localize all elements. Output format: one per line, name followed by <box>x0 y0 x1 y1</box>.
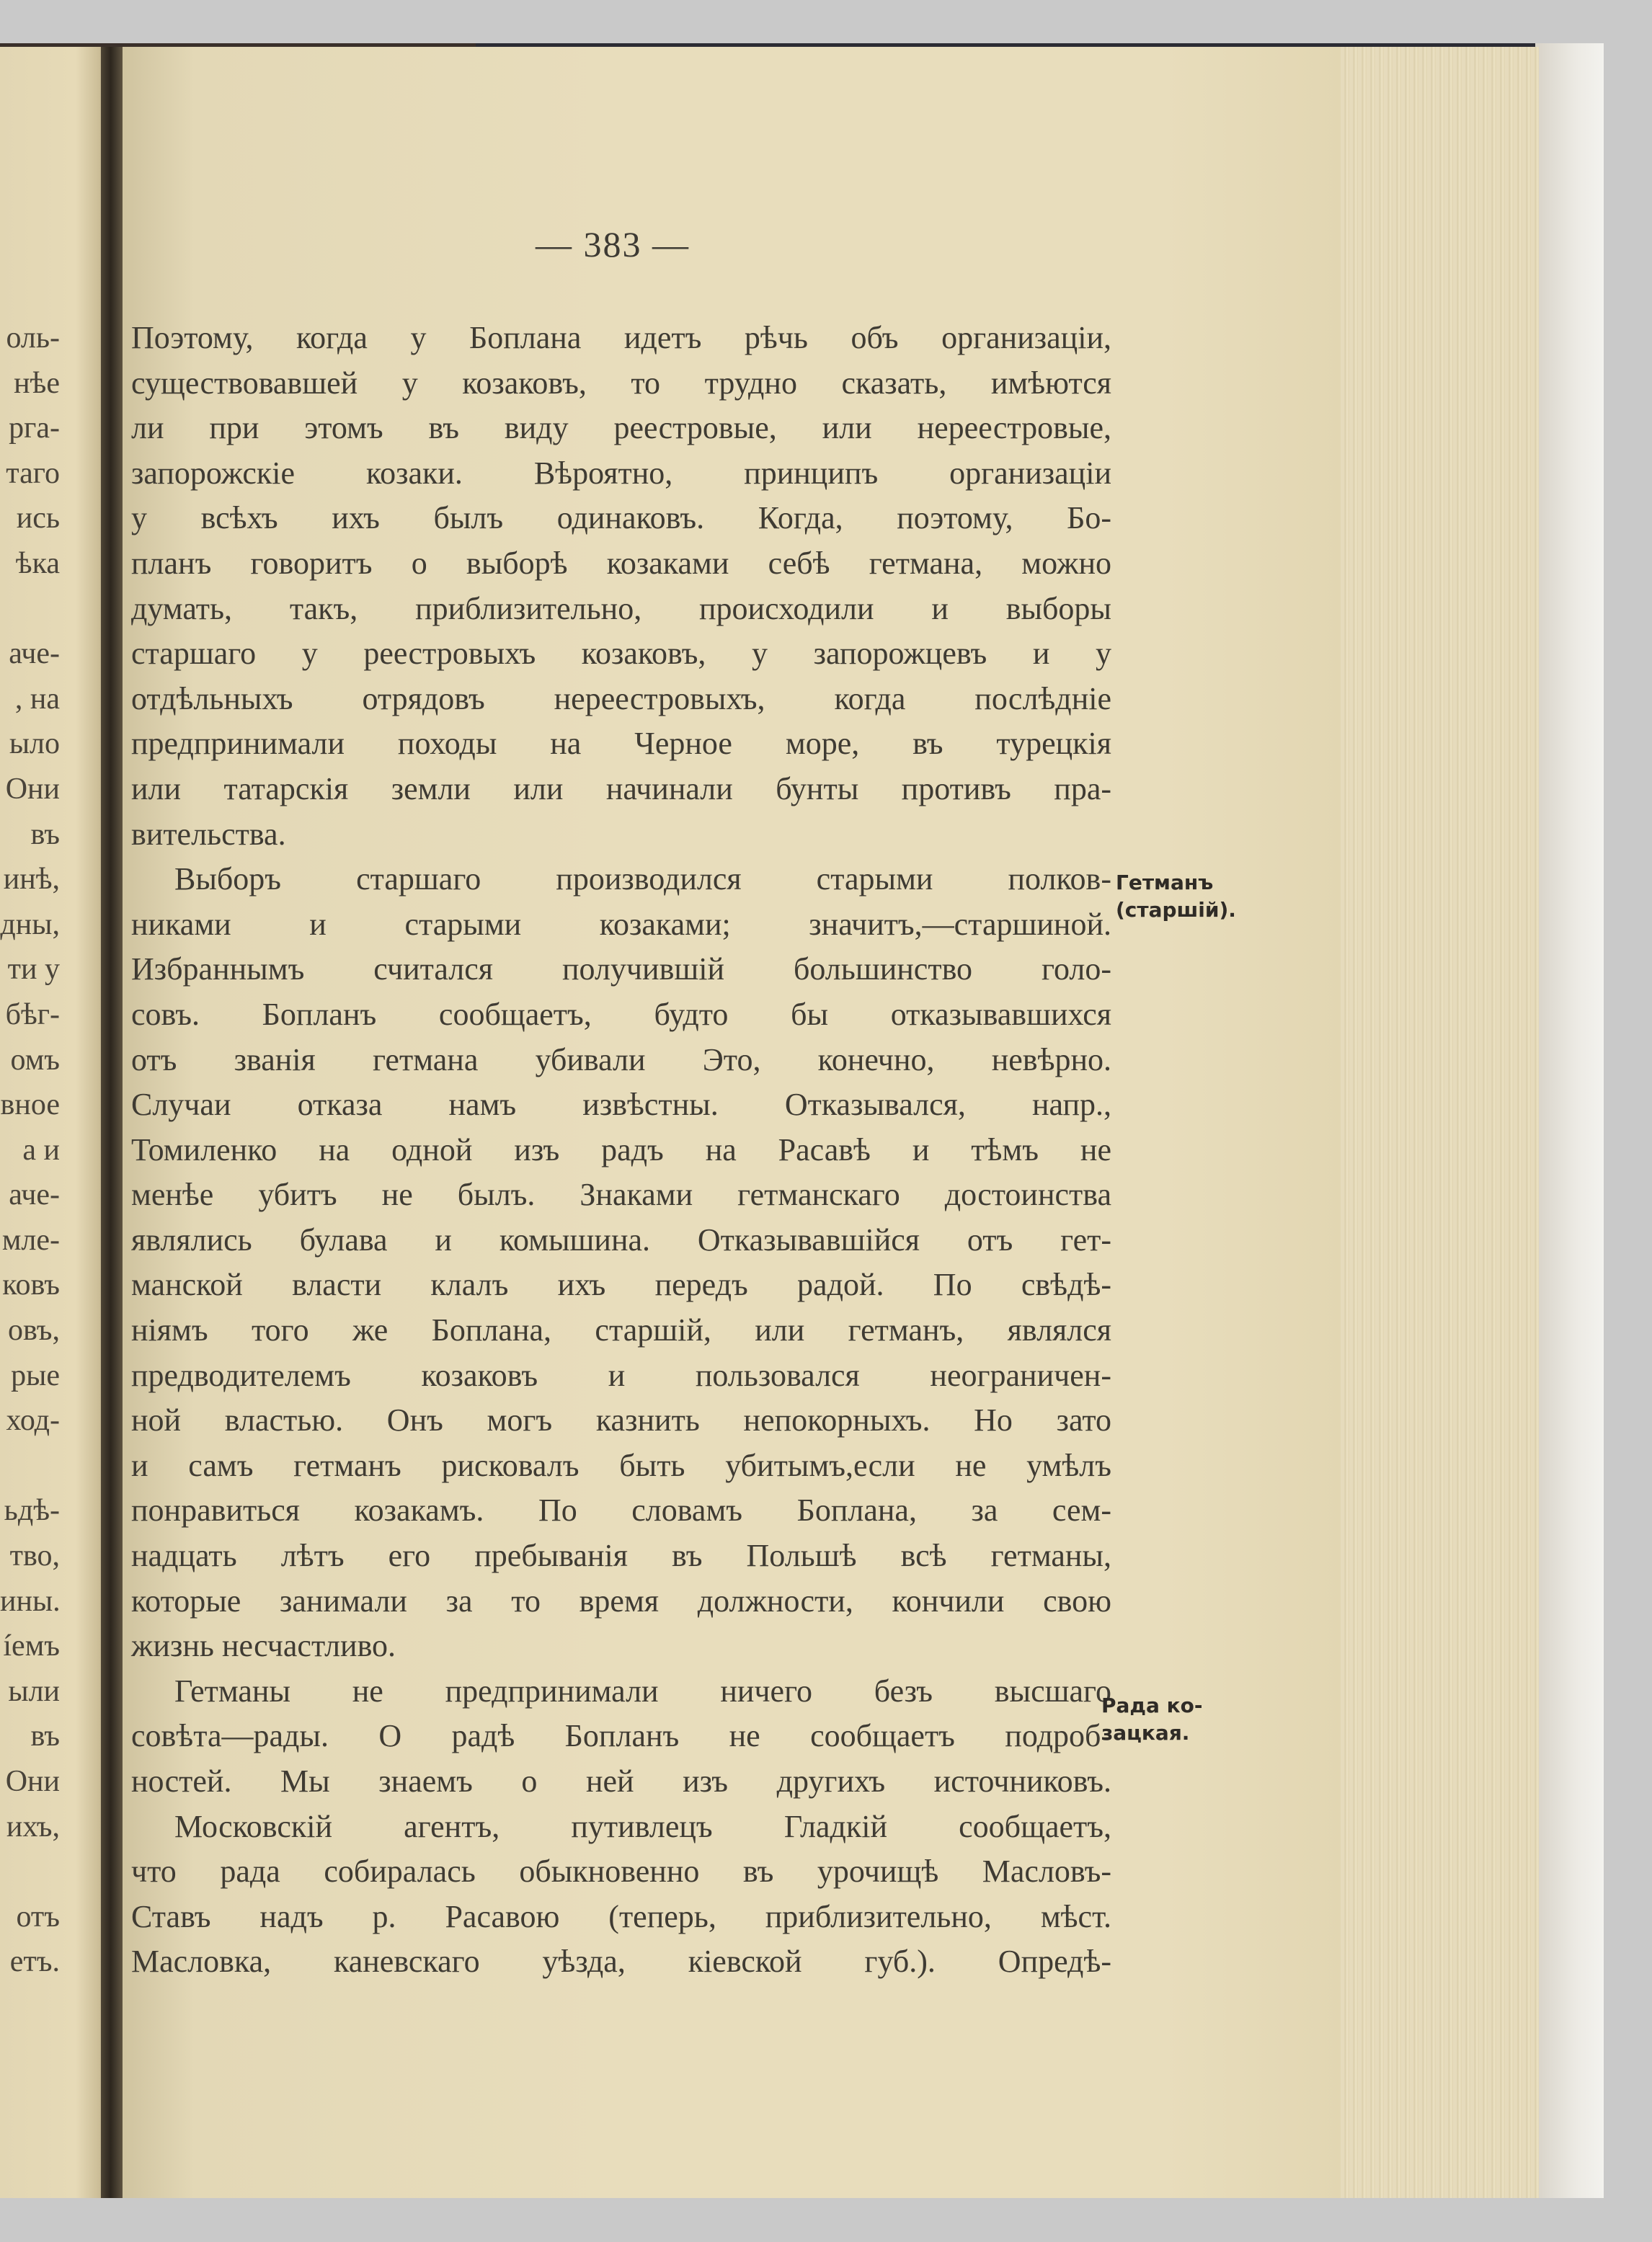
left-page-fragment: етъ. <box>9 1945 60 1979</box>
left-page-fragment: ыли <box>8 1674 60 1708</box>
margin-note-rada <box>1101 1692 1203 1747</box>
text-line: предводителемъ козаковъ и пользовался неограничен- <box>131 1357 1111 1393</box>
text-line: Поэтому, когда у Боплана идетъ рѣчь объ организаціи, <box>131 320 1111 355</box>
left-page-fragment: въ <box>30 1720 60 1753</box>
margin-note-hetman <box>1116 869 1236 924</box>
text-line: менѣе убитъ не былъ. Знаками гетманскаго достоинства <box>131 1177 1111 1213</box>
left-page-fragment: омъ <box>10 1043 60 1077</box>
body-text <box>131 316 1111 1985</box>
text-line: отдѣльныхъ отрядовъ нереестровыхъ, когда послѣдніе <box>131 680 1111 716</box>
left-page-fragment: оль- <box>6 321 60 355</box>
text-line: вительства. <box>131 816 286 852</box>
text-line: жизнь несчастливо. <box>131 1628 396 1664</box>
left-page-fragment: мле- <box>1 1223 60 1257</box>
left-page-fragment: ись <box>16 502 60 535</box>
text-line: предпринимали походы на Черное море, въ турецкія <box>131 726 1111 762</box>
text-line: и самъ гетманъ рисковалъ быть убитымъ,если не умѣлъ <box>131 1447 1111 1483</box>
text-line: совѣта—рады. О радѣ Бопланъ не сообщаетъ подроб- <box>131 1718 1111 1754</box>
left-page-fragment: бѣг- <box>5 997 60 1031</box>
left-page-fragment: ти у <box>7 953 60 987</box>
book-cover-right <box>1535 43 1604 2198</box>
margin-note-line: Гетманъ <box>1116 871 1214 894</box>
left-page-fragment: нѣе <box>14 366 60 400</box>
text-line: ли при этомъ въ виду реестровые, или нереестровые, <box>131 410 1111 446</box>
left-page-fragment: íемъ <box>3 1629 60 1663</box>
left-page-fragment: Они <box>5 772 60 806</box>
text-line: ной властью. Онъ могъ казнить непокорныхъ. Но зато <box>131 1402 1111 1438</box>
left-page-fragment: ихъ, <box>6 1810 60 1843</box>
text-line: являлись булава и комышина. Отказывавшійся отъ гет- <box>131 1222 1111 1258</box>
left-page-fragment: рга- <box>9 412 60 445</box>
margin-note-line: зацкая. <box>1101 1721 1190 1745</box>
text-line: Выборъ старшаго производился старыми полков- <box>174 861 1111 897</box>
text-line: Избраннымъ считался получившій большинство голо- <box>131 951 1111 987</box>
left-page-fragment: аче- <box>9 1178 60 1212</box>
text-line: которые занимали за то время должности, кончили свою <box>131 1583 1111 1619</box>
left-page-fragment: ѣка <box>15 546 60 580</box>
text-line: Московскій агентъ, путивлецъ Гладкій сообщаетъ, <box>174 1808 1111 1844</box>
text-line: понравиться козакамъ. По словамъ Боплана, за сем- <box>131 1493 1111 1529</box>
margin-note-line: Рада ко- <box>1101 1694 1203 1717</box>
left-page-text-fragments <box>0 316 105 1985</box>
text-line: думать, такъ, приблизительно, происходили и выборы <box>131 590 1111 626</box>
left-page-fragment: , на <box>14 682 60 716</box>
text-line: манской власти клалъ ихъ передъ радой. По свѣдѣ- <box>131 1267 1111 1303</box>
text-line: никами и старыми козаками; значитъ,—старшиной. <box>131 906 1111 942</box>
left-page-fragment: Они <box>5 1765 60 1798</box>
left-page-fragment: тво, <box>9 1539 60 1573</box>
text-line: что рада собиралась обыкновенно въ урочищѣ Масловъ- <box>131 1854 1111 1890</box>
left-page-fragment: ыло <box>9 727 60 761</box>
page-number: — 383 — <box>536 224 690 264</box>
left-page-fragment: въ <box>30 817 60 851</box>
text-line: Ставъ надъ р. Расавою (теперь, приблизительно, мѣст. <box>131 1898 1111 1934</box>
text-line: ностей. Мы знаемъ о ней изъ другихъ источниковъ. <box>131 1763 1111 1799</box>
text-line: планъ говоритъ о выборѣ козаками себѣ гетмана, можно <box>131 545 1111 581</box>
left-page-fragment: рые <box>11 1358 60 1392</box>
text-line: ніямъ того же Боплана, старшій, или гетманъ, являлся <box>131 1312 1111 1348</box>
text-line: запорожскіе козаки. Вѣроятно, принципъ организаціи <box>131 455 1111 491</box>
text-line: старшаго у реестровыхъ козаковъ, у запорожцевъ и у <box>131 636 1111 672</box>
left-page-fragment <box>0 587 105 632</box>
text-line: надцать лѣтъ его пребыванія въ Польшѣ всѣ гетманы, <box>131 1538 1111 1574</box>
left-page-fragment: аче- <box>9 637 60 671</box>
left-page-fragment: а и <box>22 1133 60 1167</box>
text-line: Случаи отказа намъ извѣстны. Отказывался, напр., <box>131 1087 1111 1123</box>
margin-note-line: (старшій). <box>1116 898 1236 922</box>
left-page-fragment: овъ, <box>7 1314 60 1348</box>
left-page-fragment: ход- <box>6 1404 60 1438</box>
left-page-fragment: ковъ <box>2 1268 60 1302</box>
left-page-fragment: дны, <box>0 907 60 941</box>
left-page-fragment <box>0 1849 105 1895</box>
book-gutter <box>101 47 123 2198</box>
left-page-fragment: ьдѣ- <box>4 1494 60 1528</box>
text-line: Гетманы не предпринимали ничего безъ высшаго <box>174 1673 1111 1709</box>
left-page-fragment: вное <box>0 1088 60 1122</box>
text-line: существовавшей у козаковъ, то трудно сказать, имѣются <box>131 365 1111 401</box>
text-line: Масловка, каневскаго уѣзда, кіевской губ.). Опредѣ- <box>131 1944 1111 1980</box>
text-line: или татарскія земли или начинали бунты противъ пра- <box>131 770 1111 806</box>
left-page-fragment: таго <box>6 456 60 490</box>
text-line: Томиленко на одной изъ радъ на Расавѣ и тѣмъ не <box>131 1131 1111 1167</box>
text-line: совъ. Бопланъ сообщаетъ, будто бы отказывавшихся <box>131 996 1111 1032</box>
left-page-fragment: отъ <box>16 1900 60 1934</box>
left-page-fragment <box>0 1443 105 1489</box>
text-line: отъ званія гетмана убивали Это, конечно, невѣрно. <box>131 1041 1111 1077</box>
left-page-fragment: ины. <box>0 1584 61 1618</box>
page-edges <box>1341 47 1539 2198</box>
text-line: у всѣхъ ихъ былъ одинаковъ. Когда, поэтому, Бо- <box>131 500 1111 536</box>
left-page-fragment: инѣ, <box>3 863 60 897</box>
